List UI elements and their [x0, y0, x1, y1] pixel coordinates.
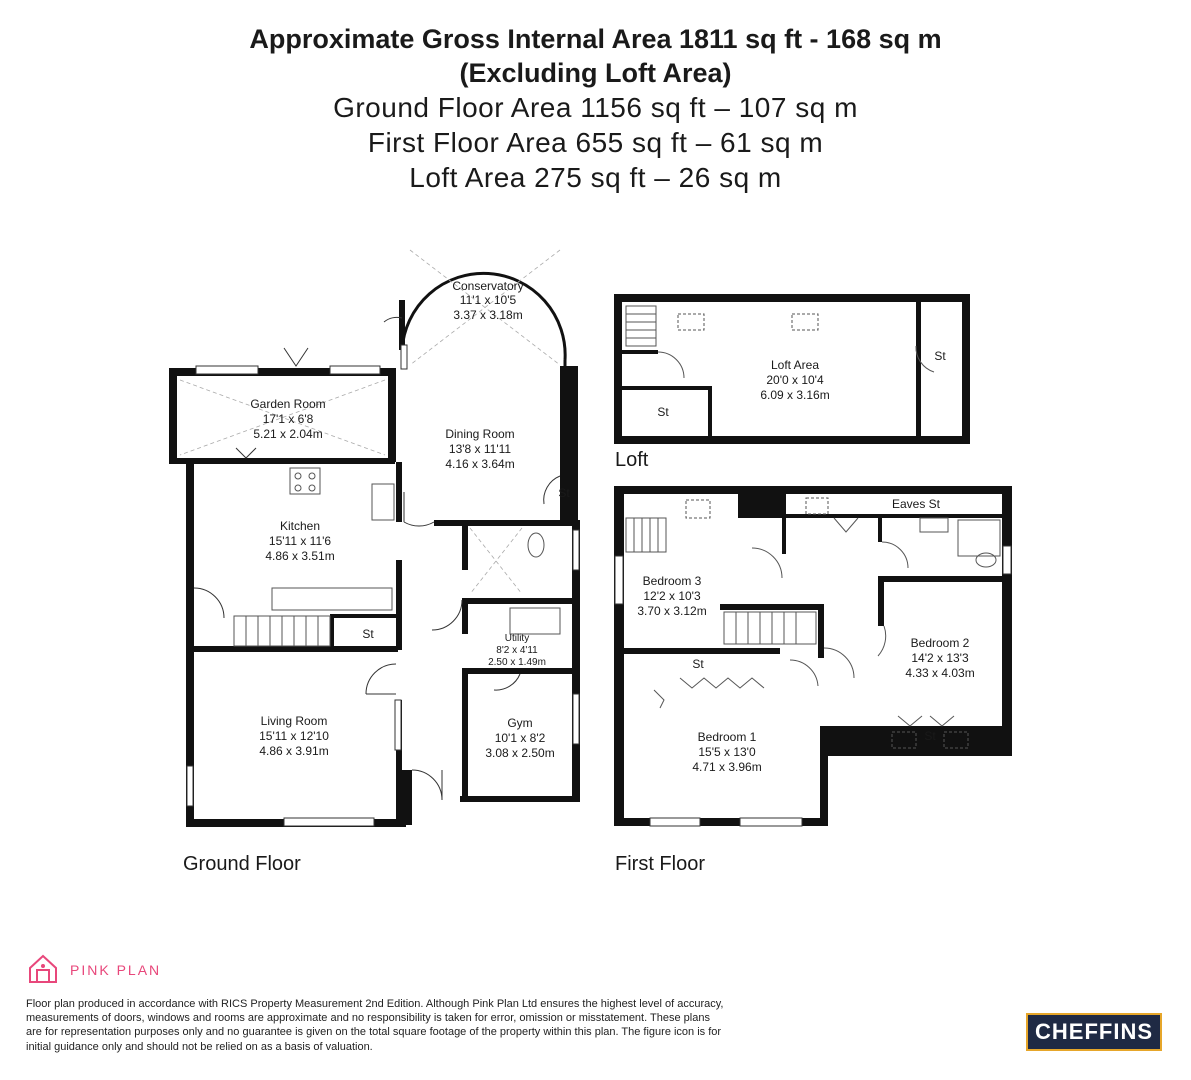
store-label: St [934, 349, 946, 363]
store-label: St [692, 657, 704, 671]
gym-name: Gym [507, 716, 533, 730]
ground-floor-label: Ground Floor [183, 853, 301, 875]
eaves-store-label: Eaves St [891, 497, 941, 511]
pink-plan-brand: PINK PLAN [70, 962, 162, 978]
utility-name: Utility [504, 633, 530, 644]
store-label: St [657, 405, 669, 419]
garden-room-name: Garden Room [250, 397, 326, 411]
garden-room-imperial: 17'1 x 6'8 [262, 412, 314, 426]
bedroom3-metric: 3.70 x 3.12m [637, 604, 707, 618]
bedroom2-name: Bedroom 2 [910, 636, 970, 650]
title-gross-area: Approximate Gross Internal Area 1811 sq ft - 168 sq m [249, 24, 942, 54]
kitchen-imperial: 15'11 x 11'6 [268, 534, 332, 548]
bedroom2-imperial: 14'2 x 13'3 [911, 651, 969, 665]
conservatory-imperial: 11'1 x 10'5 [459, 293, 517, 307]
pink-plan-house-icon [26, 952, 60, 986]
ground-floor-area: Ground Floor Area 1156 sq ft – 107 sq m [333, 92, 858, 123]
gym-metric: 3.08 x 2.50m [485, 746, 555, 760]
conservatory-name: Conservatory [452, 279, 524, 293]
dining-room-imperial: 13'8 x 11'11 [448, 442, 512, 456]
store-label: St [362, 627, 374, 641]
gym-imperial: 10'1 x 8'2 [494, 731, 546, 745]
bedroom2-metric: 4.33 x 4.03m [905, 666, 975, 680]
garden-room-metric: 5.21 x 2.04m [253, 427, 323, 441]
kitchen-metric: 4.86 x 3.51m [265, 549, 335, 563]
living-room-imperial: 15'11 x 12'10 [259, 729, 329, 743]
dining-room-name: Dining Room [445, 427, 515, 441]
loft-area-name: Loft Area [770, 358, 820, 372]
living-room-name: Living Room [260, 714, 328, 728]
store-label: St [924, 729, 936, 743]
utility-metric: 2.50 x 1.49m [488, 657, 546, 668]
first-floor-area: First Floor Area 655 sq ft – 61 sq m [367, 127, 824, 158]
first-floor-label: First Floor [615, 853, 705, 875]
conservatory-metric: 3.37 x 3.18m [453, 308, 523, 322]
loft-label: Loft [615, 449, 649, 471]
kitchen-name: Kitchen [279, 519, 321, 533]
bedroom1-name: Bedroom 1 [697, 730, 757, 744]
living-room-metric: 4.86 x 3.91m [259, 744, 329, 758]
utility-imperial: 8'2 x 4'11 [496, 645, 538, 656]
title-excluding-loft: (Excluding Loft Area) [459, 58, 732, 88]
room-labels [250, 279, 974, 774]
loft-area-imperial: 20'0 x 10'4 [766, 373, 824, 387]
bedroom3-name: Bedroom 3 [642, 574, 702, 588]
store-label: St [558, 486, 570, 500]
loft-area-metric: 6.09 x 3.16m [760, 388, 830, 402]
dining-room-metric: 4.16 x 3.64m [445, 457, 515, 471]
loft-area-total: Loft Area 275 sq ft – 26 sq m [409, 162, 782, 193]
cheffins-logo: CHEFFINS [1026, 1013, 1162, 1051]
bedroom3-imperial: 12'2 x 10'3 [643, 589, 701, 603]
disclaimer-text: Floor plan produced in accordance with RICS Property Measurement 2nd Edition. Although Pink Plan Ltd ensures the highest level of accuracy, measurements of doors, windows and rooms are approximate and no responsibility is taken for error, omission or misstatement. These plans are for representation purposes only and no guarantee is given on the total square footage of the property within this plan. The figure icon is for initial guidance only and should not be relied on as a basis of valuation. [26, 998, 724, 1053]
bedroom1-metric: 4.71 x 3.96m [692, 760, 762, 774]
bedroom1-imperial: 15'5 x 13'0 [698, 745, 756, 759]
